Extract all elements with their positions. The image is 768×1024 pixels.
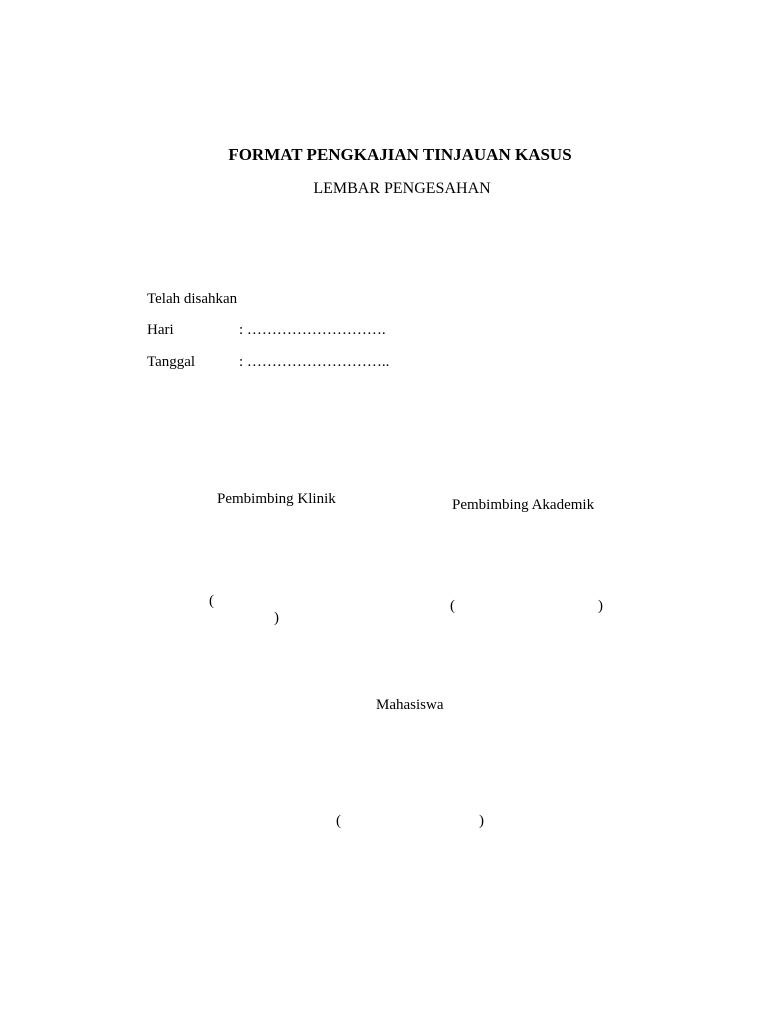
day-value: : ………………………. bbox=[239, 322, 386, 338]
academic-supervisor-label: Pembimbing Akademik bbox=[452, 497, 595, 513]
clinical-signature-open-paren: ( bbox=[209, 593, 214, 609]
approval-intro: Telah disahkan bbox=[147, 291, 238, 307]
date-value: : ……………………….. bbox=[239, 354, 390, 370]
student-signature-close-paren: ) bbox=[479, 813, 484, 829]
clinical-supervisor-label: Pembimbing Klinik bbox=[217, 491, 336, 507]
day-label: Hari bbox=[147, 322, 174, 338]
document-title: FORMAT PENGKAJIAN TINJAUAN KASUS bbox=[228, 145, 572, 164]
academic-signature-close-paren: ) bbox=[598, 598, 603, 614]
student-label: Mahasiswa bbox=[376, 697, 444, 713]
clinical-signature-close-paren: ) bbox=[274, 610, 279, 626]
date-label: Tanggal bbox=[147, 354, 196, 370]
document-subtitle: LEMBAR PENGESAHAN bbox=[313, 180, 491, 197]
student-signature-open-paren: ( bbox=[336, 813, 341, 829]
academic-signature-open-paren: ( bbox=[450, 598, 455, 614]
